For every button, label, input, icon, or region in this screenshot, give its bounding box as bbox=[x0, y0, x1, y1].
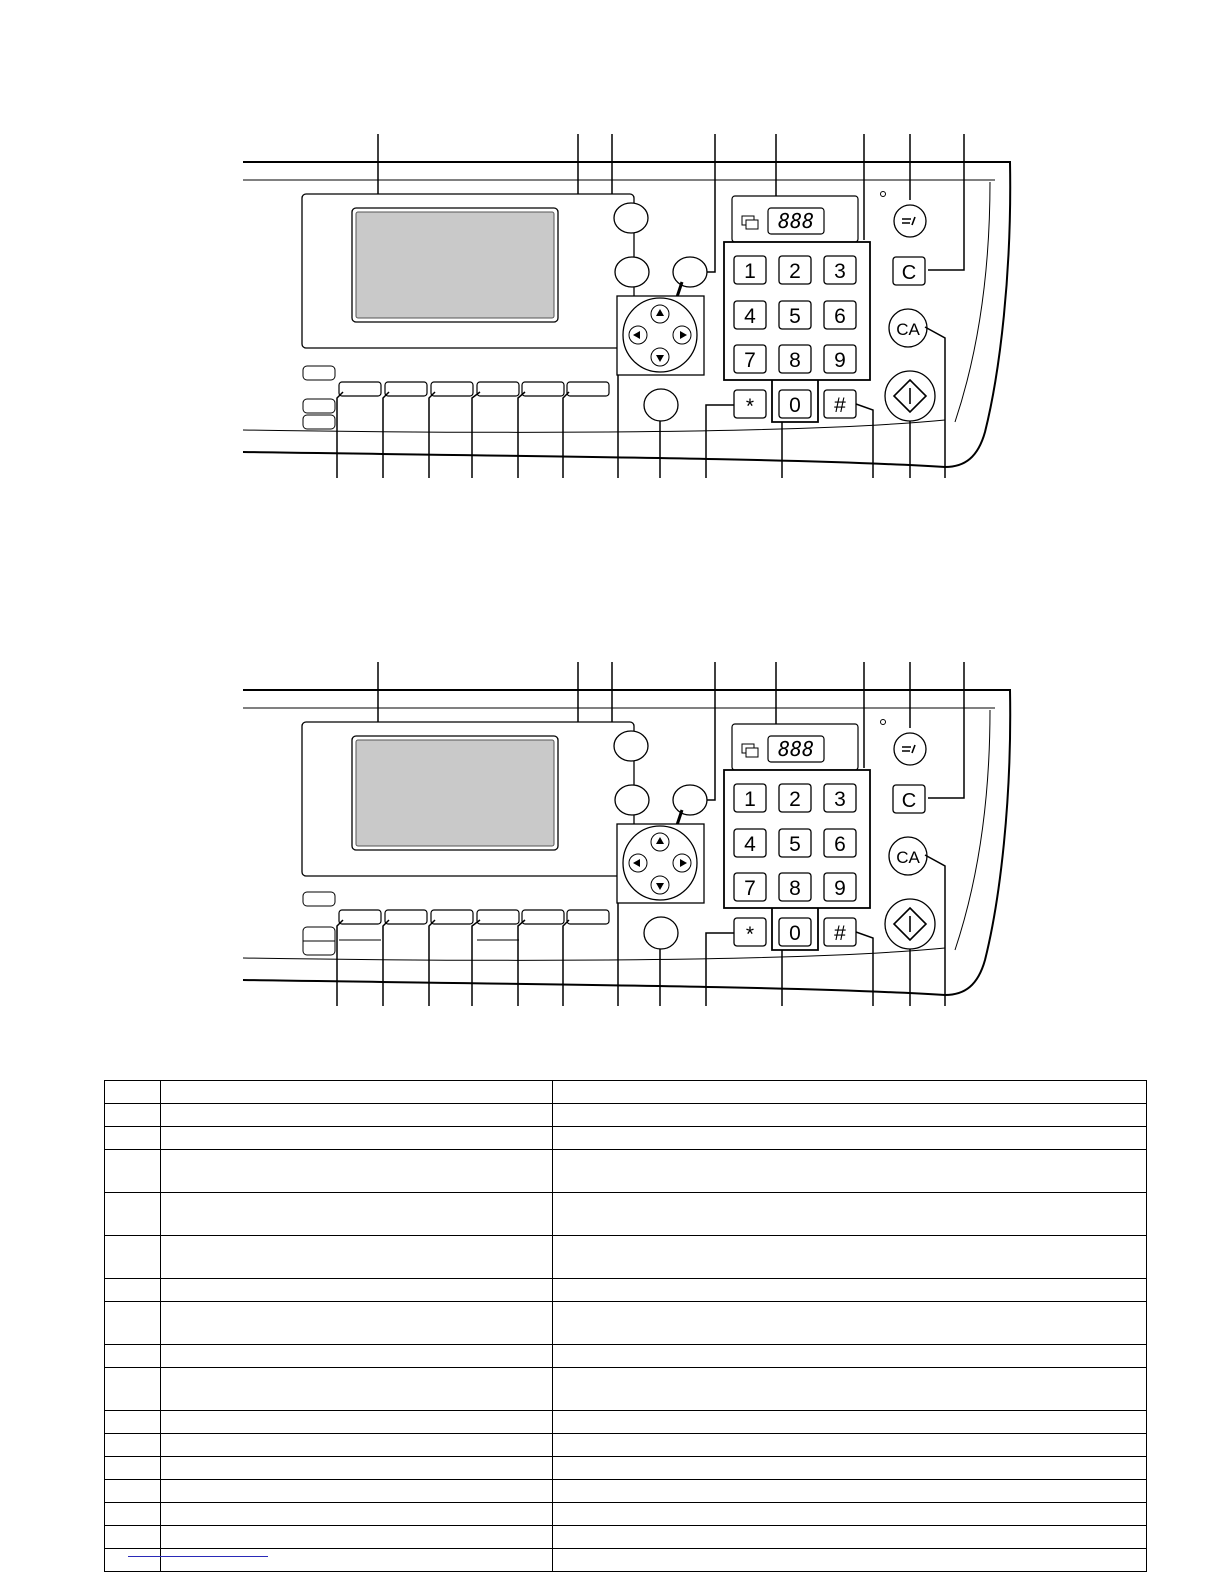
key-5[interactable]: 5 bbox=[789, 305, 801, 328]
table-cell bbox=[553, 1434, 1147, 1457]
footer-link-underline bbox=[128, 1556, 268, 1557]
table-row bbox=[105, 1457, 1147, 1480]
lcd-screen bbox=[356, 212, 554, 318]
table-row bbox=[105, 1526, 1147, 1549]
table-cell bbox=[161, 1457, 553, 1480]
table-row bbox=[105, 1236, 1147, 1279]
table-cell bbox=[553, 1193, 1147, 1236]
key-asterisk[interactable]: * bbox=[745, 395, 755, 418]
round-button-right bbox=[673, 785, 707, 815]
table-cell bbox=[161, 1302, 553, 1345]
parts-table-body bbox=[105, 1081, 1147, 1572]
key-2[interactable]: 2 bbox=[789, 788, 801, 811]
key-0[interactable]: 0 bbox=[789, 394, 801, 417]
control-panel-drawing bbox=[0, 650, 1224, 1070]
table-cell bbox=[105, 1457, 161, 1480]
key-3[interactable]: 3 bbox=[834, 260, 846, 283]
table-row bbox=[105, 1480, 1147, 1503]
round-button-bottom bbox=[644, 917, 678, 949]
table-cell bbox=[553, 1104, 1147, 1127]
table-row bbox=[105, 1193, 1147, 1236]
table-cell bbox=[105, 1503, 161, 1526]
control-panel-diagram-2 bbox=[0, 650, 1224, 1070]
indicator-lamp bbox=[881, 192, 886, 197]
table-cell bbox=[105, 1236, 161, 1279]
interrupt-icon bbox=[894, 733, 926, 765]
table-cell bbox=[105, 1368, 161, 1411]
table-cell bbox=[161, 1411, 553, 1434]
table-cell bbox=[553, 1127, 1147, 1150]
table-cell bbox=[161, 1503, 553, 1526]
round-button-left bbox=[615, 785, 649, 815]
round-button-top bbox=[614, 731, 648, 761]
table-cell bbox=[105, 1279, 161, 1302]
round-button-left bbox=[615, 257, 649, 287]
table-cell bbox=[553, 1480, 1147, 1503]
round-button-bottom bbox=[644, 389, 678, 421]
table-cell bbox=[553, 1549, 1147, 1572]
table-row bbox=[105, 1345, 1147, 1368]
key-3[interactable]: 3 bbox=[834, 788, 846, 811]
table-cell bbox=[105, 1193, 161, 1236]
control-panel-diagram-1 bbox=[0, 122, 1224, 542]
key-7[interactable]: 7 bbox=[744, 877, 756, 900]
table-cell bbox=[161, 1104, 553, 1127]
table-cell bbox=[161, 1480, 553, 1503]
round-button-right bbox=[673, 257, 707, 287]
table-row bbox=[105, 1302, 1147, 1345]
table-cell bbox=[553, 1503, 1147, 1526]
table-cell bbox=[105, 1526, 161, 1549]
table-row bbox=[105, 1279, 1147, 1302]
key-6[interactable]: 6 bbox=[834, 833, 846, 856]
key-4[interactable]: 4 bbox=[744, 833, 756, 856]
table-cell bbox=[161, 1368, 553, 1411]
key-hash[interactable]: # bbox=[834, 394, 846, 417]
table-cell bbox=[553, 1236, 1147, 1279]
table-cell bbox=[161, 1236, 553, 1279]
table-cell bbox=[105, 1549, 161, 1572]
table-cell bbox=[161, 1150, 553, 1193]
table-cell bbox=[105, 1081, 161, 1104]
table-cell bbox=[161, 1434, 553, 1457]
control-panel-drawing bbox=[0, 122, 1224, 542]
table-cell bbox=[553, 1345, 1147, 1368]
table-cell bbox=[105, 1127, 161, 1150]
clear-all-button[interactable]: CA bbox=[896, 848, 920, 867]
table-cell bbox=[161, 1279, 553, 1302]
table-cell bbox=[553, 1457, 1147, 1480]
table-cell bbox=[161, 1127, 553, 1150]
key-4[interactable]: 4 bbox=[744, 305, 756, 328]
table-cell bbox=[105, 1434, 161, 1457]
table-cell bbox=[105, 1104, 161, 1127]
table-row bbox=[105, 1104, 1147, 1127]
key-0[interactable]: 0 bbox=[789, 922, 801, 945]
key-8[interactable]: 8 bbox=[789, 349, 801, 372]
table-cell bbox=[105, 1411, 161, 1434]
table-row bbox=[105, 1434, 1147, 1457]
counter-display: 888 bbox=[777, 737, 815, 761]
table-cell bbox=[105, 1480, 161, 1503]
table-cell bbox=[161, 1549, 553, 1572]
parts-table bbox=[104, 1080, 1147, 1572]
round-button-top bbox=[614, 203, 648, 233]
table-cell bbox=[161, 1345, 553, 1368]
table-cell bbox=[161, 1526, 553, 1549]
soft-keys bbox=[339, 910, 609, 924]
key-5[interactable]: 5 bbox=[789, 833, 801, 856]
table-cell bbox=[553, 1302, 1147, 1345]
table-row bbox=[105, 1127, 1147, 1150]
table-cell bbox=[161, 1193, 553, 1236]
key-2[interactable]: 2 bbox=[789, 260, 801, 283]
table-row bbox=[105, 1503, 1147, 1526]
table-row bbox=[105, 1549, 1147, 1572]
clear-button[interactable]: C bbox=[901, 790, 917, 812]
counter-display: 888 bbox=[777, 209, 815, 233]
table-cell bbox=[161, 1081, 553, 1104]
key-9[interactable]: 9 bbox=[834, 349, 846, 372]
clear-button[interactable]: C bbox=[901, 262, 917, 284]
key-8[interactable]: 8 bbox=[789, 877, 801, 900]
key-7[interactable]: 7 bbox=[744, 349, 756, 372]
table-row bbox=[105, 1411, 1147, 1434]
key-hash[interactable]: # bbox=[834, 922, 846, 945]
table-cell bbox=[553, 1279, 1147, 1302]
soft-keys bbox=[339, 382, 609, 396]
interrupt-icon bbox=[894, 205, 926, 237]
clear-all-button[interactable]: CA bbox=[896, 320, 920, 339]
table-cell bbox=[553, 1411, 1147, 1434]
indicator-lamp bbox=[881, 720, 886, 725]
table-cell bbox=[105, 1150, 161, 1193]
key-asterisk[interactable]: * bbox=[745, 923, 755, 946]
table-cell bbox=[553, 1081, 1147, 1104]
table-row bbox=[105, 1081, 1147, 1104]
lcd-screen bbox=[356, 740, 554, 846]
table-row bbox=[105, 1368, 1147, 1411]
key-9[interactable]: 9 bbox=[834, 877, 846, 900]
table-cell bbox=[553, 1526, 1147, 1549]
table-cell bbox=[553, 1368, 1147, 1411]
key-1[interactable]: 1 bbox=[744, 260, 756, 283]
table-cell bbox=[105, 1302, 161, 1345]
key-6[interactable]: 6 bbox=[834, 305, 846, 328]
table-cell bbox=[553, 1150, 1147, 1193]
table-cell bbox=[105, 1345, 161, 1368]
key-1[interactable]: 1 bbox=[744, 788, 756, 811]
table-row bbox=[105, 1150, 1147, 1193]
